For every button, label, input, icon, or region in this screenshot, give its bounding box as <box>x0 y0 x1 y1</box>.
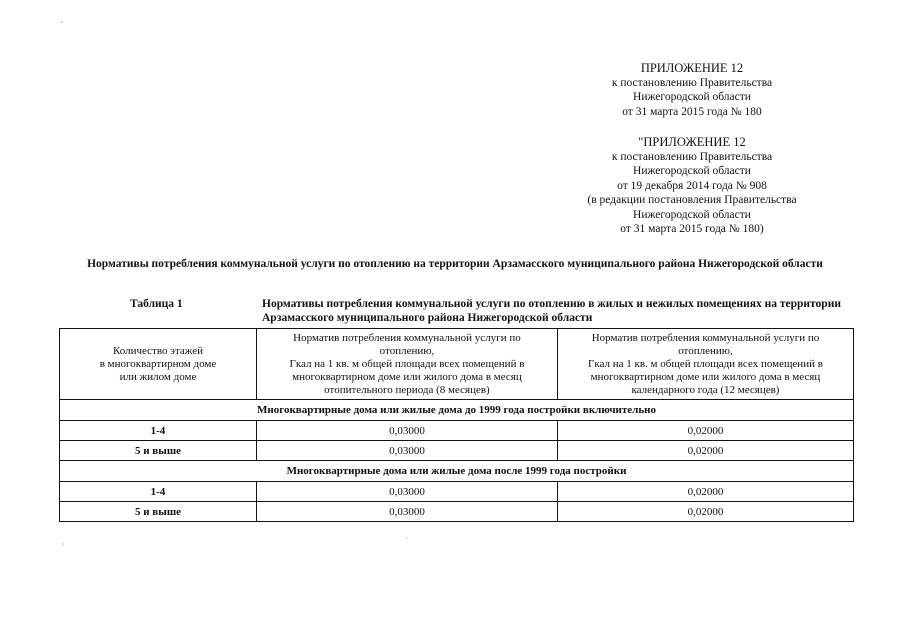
header-line: Норматив потребления коммунальной услуги по <box>591 331 820 344</box>
appendix-line: от 31 марта 2015 года № 180 <box>622 105 762 118</box>
section-title: Многоквартирные дома или жилые дома до 1999 года постройки включительно <box>60 400 854 421</box>
cell-heating-period: 0,03000 <box>256 502 557 522</box>
cell-calendar-year: 0,02000 <box>557 441 853 461</box>
appendix-line: к постановлению Правительства <box>611 76 773 89</box>
cell-floors: 1-4 <box>60 421 257 441</box>
appendix-current <box>560 61 824 119</box>
appendix-line: к постановлению Правительства <box>611 150 773 163</box>
table-caption: Нормативы потребления коммунальной услуги по отоплению в жилых и нежилых помещениях на территории Арзамасского муниципального района Нижегородской области <box>262 298 841 324</box>
document-title: Нормативы потребления коммунальной услуги по отоплению на территории Арзамасского муниципального района Нижегородской области <box>87 258 823 270</box>
header-line: отопительного периода (8 месяцев) <box>324 383 490 396</box>
header-line: Гкал на 1 кв. м общей площади всех помещений в <box>289 357 525 370</box>
header-calendar-year <box>557 329 853 400</box>
section-title: Многоквартирные дома или жилые дома после 1999 года постройки <box>60 461 854 482</box>
table-header-row <box>60 329 854 400</box>
cell-floors: 5 и выше <box>60 441 257 461</box>
section-header-row <box>60 461 854 482</box>
header-line: отоплению, <box>678 344 733 357</box>
header-floors <box>60 329 257 400</box>
appendix-title: ПРИЛОЖЕНИЕ 12 <box>640 61 744 75</box>
header-line: многоквартирном доме или жилого дома в месяц <box>590 370 821 383</box>
cell-floors: 5 и выше <box>60 502 257 522</box>
cell-calendar-year: 0,02000 <box>557 482 853 502</box>
table-row <box>60 441 854 461</box>
appendix-line: от 31 марта 2015 года № 180) <box>620 223 764 235</box>
table-label: Таблица 1 <box>130 298 183 310</box>
header-line: Количество этажей <box>112 344 203 357</box>
cell-floors: 1-4 <box>60 482 257 502</box>
header-line: Норматив потребления коммунальной услуги по <box>293 331 521 344</box>
table-row <box>60 482 854 502</box>
cell-heating-period: 0,03000 <box>256 482 557 502</box>
table-row <box>60 502 854 522</box>
header-line: в многоквартирном доме <box>99 357 217 370</box>
scan-dot: · <box>60 18 63 27</box>
cell-calendar-year: 0,02000 <box>557 421 853 441</box>
header-line: или жилом доме <box>119 370 197 383</box>
appendix-line: Нижегородской области <box>633 165 751 177</box>
header-line: Гкал на 1 кв. м общей площади всех помещений в <box>587 357 823 370</box>
table-row <box>60 421 854 441</box>
appendix-line: (в редакции постановления Правительства <box>587 194 797 206</box>
header-line: календарного года (12 месяцев) <box>631 383 780 396</box>
appendix-line: Нижегородской области <box>633 208 751 221</box>
appendix-original <box>560 135 824 237</box>
header-heating-period <box>256 329 557 400</box>
appendix-line: Нижегородской области <box>633 91 751 103</box>
scan-dot: · <box>405 534 408 543</box>
header-line: многоквартирном доме или жилого дома в месяц <box>292 370 522 383</box>
appendix-title: "ПРИЛОЖЕНИЕ 12 <box>638 135 746 149</box>
header-line: отоплению, <box>379 344 435 357</box>
scan-dot: · <box>62 540 65 549</box>
cell-calendar-year: 0,02000 <box>557 502 853 522</box>
appendix-line: от 19 декабря 2014 года № 908 <box>617 179 767 192</box>
cell-heating-period: 0,03000 <box>256 421 557 441</box>
section-header-row <box>60 400 854 421</box>
cell-heating-period: 0,03000 <box>256 441 557 461</box>
norms-table <box>59 328 854 522</box>
